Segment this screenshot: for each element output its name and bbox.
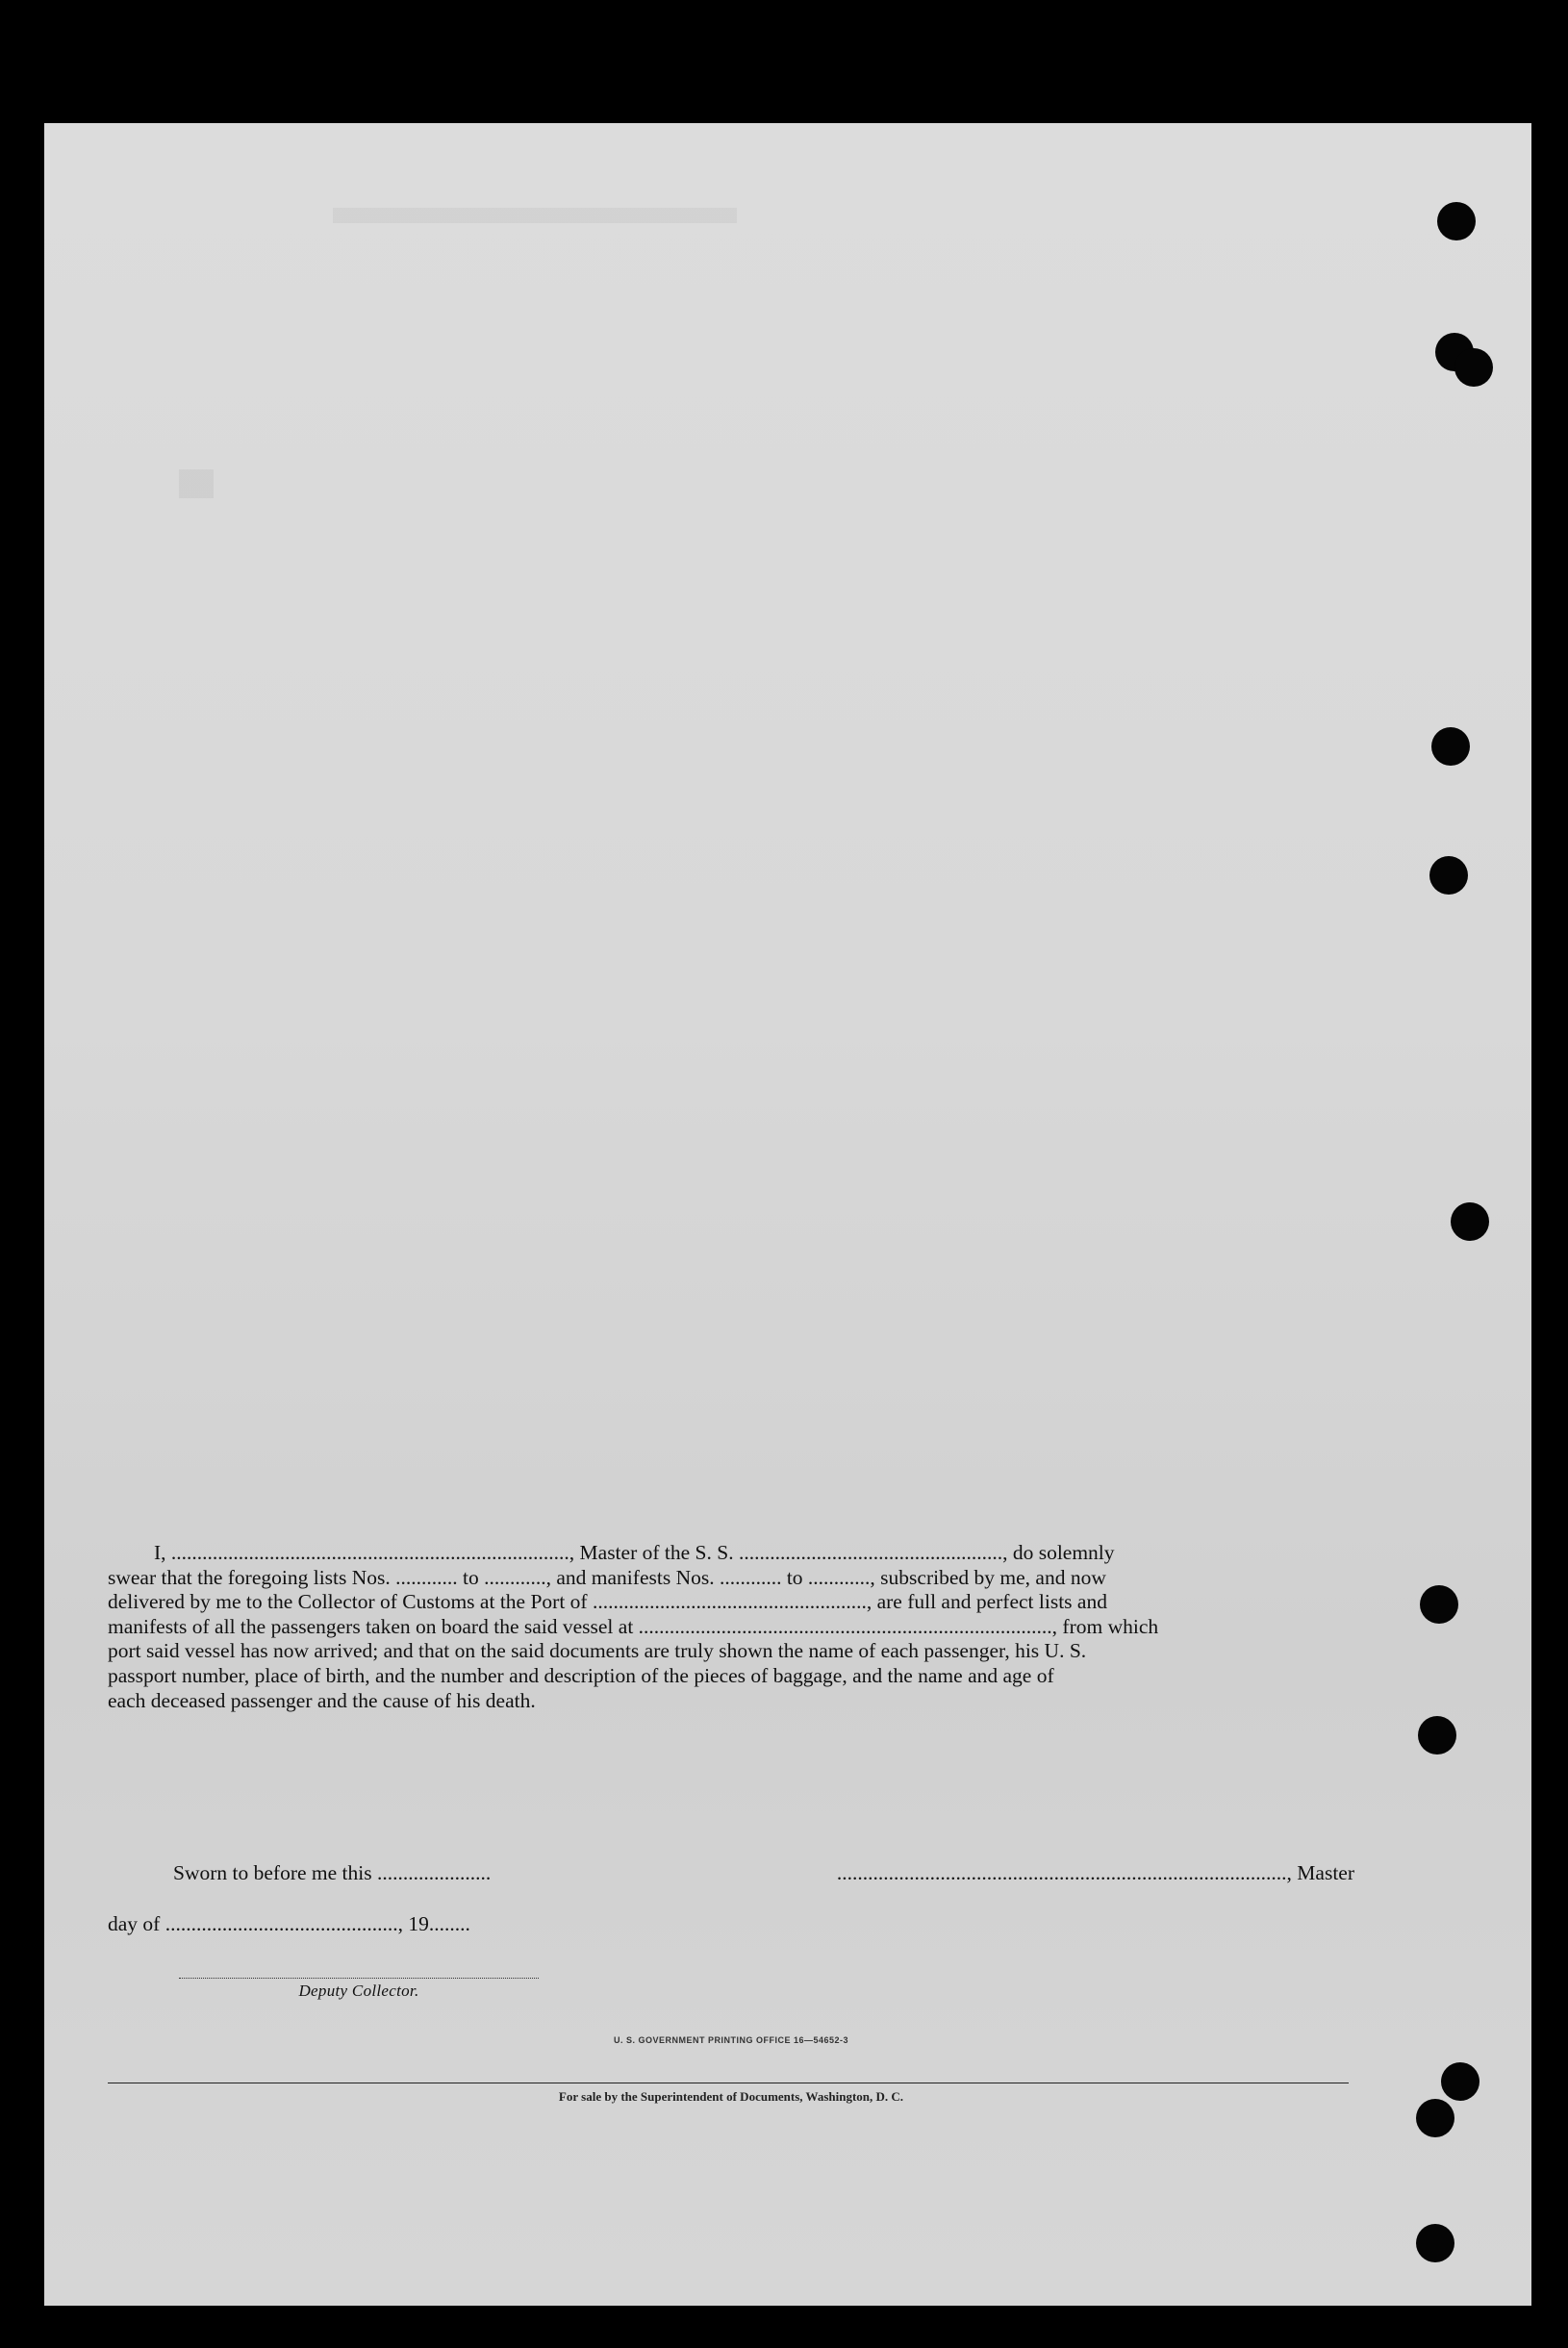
deputy-signature-line xyxy=(179,1978,539,1979)
punch-hole xyxy=(1418,1716,1456,1755)
oath-line: manifests of all the passengers taken on board the said vessel at ................................................................................, from which xyxy=(108,1614,1159,1638)
oath-line: each deceased passenger and the cause of his death. xyxy=(108,1688,536,1712)
printing-office-imprint: U. S. GOVERNMENT PRINTING OFFICE 16—54652-3 xyxy=(613,2035,849,2045)
punch-hole xyxy=(1451,1202,1489,1241)
day-of-text: day of ............................................., 19........ xyxy=(108,1912,470,1935)
punch-hole xyxy=(1437,202,1476,240)
oath-line: swear that the foregoing lists Nos. ............ to ............, and manifests Nos. ............ to ............, subscribed by me, and now xyxy=(108,1565,1106,1589)
deputy-collector-label: Deputy Collector. xyxy=(298,1982,419,2000)
punch-hole xyxy=(1429,856,1468,895)
master-oath-paragraph xyxy=(108,1541,1354,1713)
bleed-through-mark xyxy=(333,208,737,223)
punch-hole xyxy=(1454,348,1493,387)
punch-hole xyxy=(1420,1585,1458,1624)
punch-hole xyxy=(1416,2099,1454,2137)
oath-line: delivered by me to the Collector of Customs at the Port of ....................................................., are full and perfect lists and xyxy=(108,1590,1107,1614)
punch-hole xyxy=(1441,2062,1479,2101)
oath-line: I, ............................................................................., Master of the S. S. ..................................................., do solemnly xyxy=(154,1541,1115,1564)
oath-line: port said vessel has now arrived; and that on the said documents are truly shown the name of each passenger, his U. S. xyxy=(108,1639,1087,1663)
bleed-through-mark xyxy=(179,469,214,498)
punch-hole xyxy=(1416,2224,1454,2262)
punch-hole xyxy=(1431,727,1470,766)
for-sale-imprint: For sale by the Superintendent of Documents, Washington, D. C. xyxy=(558,2089,904,2104)
master-signature-line: ......................................................................................., Master xyxy=(836,1861,1354,1884)
sworn-before-text: Sworn to before me this ...................... xyxy=(173,1861,492,1884)
oath-line: passport number, place of birth, and the number and description of the pieces of baggage, and the name and age of xyxy=(108,1663,1054,1687)
